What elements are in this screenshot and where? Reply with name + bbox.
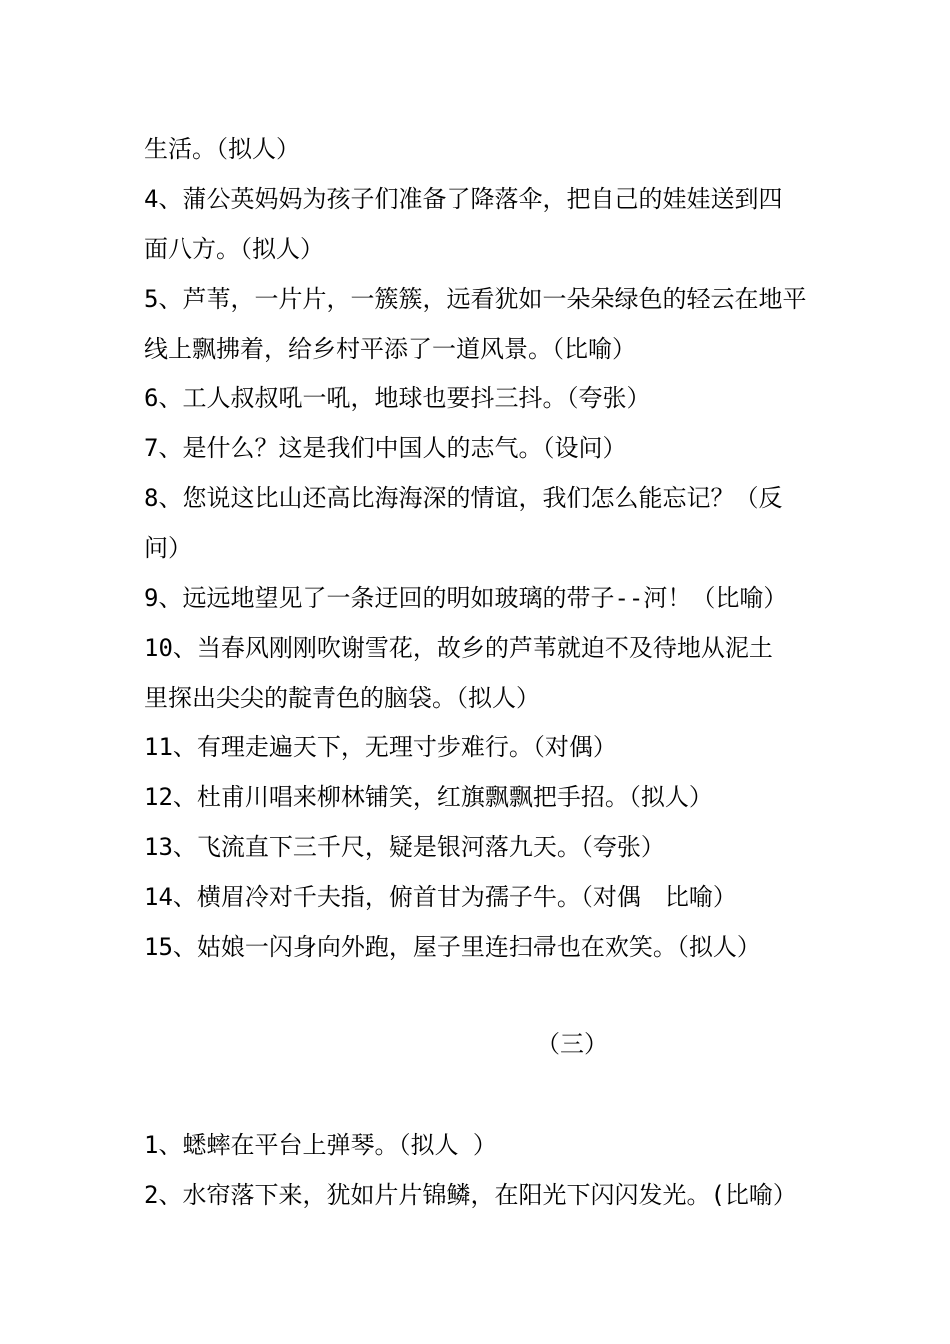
text-line: 1、蟋蟀在平台上弹琴。（拟人 ） — [144, 1131, 497, 1159]
text-line: 12、杜甫川唱来柳林铺笑，红旗飘飘把手招。（拟人） — [144, 783, 713, 811]
text-line: 线上飘拂着，给乡村平添了一道风景。（比喻） — [144, 335, 636, 363]
text-line: 6、工人叔叔吼一吼，地球也要抖三抖。（夸张） — [144, 384, 651, 412]
text-line: 2、水帘落下来，犹如片片锦鳞，在阳光下闪闪发光。(比喻） — [144, 1181, 797, 1209]
section-heading: （三） — [536, 1030, 608, 1058]
text-line: 15、姑娘一闪身向外跑，屋子里连扫帚也在欢笑。（拟人） — [144, 933, 761, 961]
text-line: 13、飞流直下三千尺，疑是银河落九天。（夸张） — [144, 833, 665, 861]
text-line: 面八方。（拟人） — [144, 235, 324, 263]
text-line: 9、远远地望见了一条迂回的明如玻璃的带子--河！（比喻） — [144, 584, 788, 612]
text-line: 8、您说这比山还高比海海深的情谊，我们怎么能忘记？（反 — [144, 484, 783, 512]
text-line: 4、蒲公英妈妈为孩子们准备了降落伞，把自己的娃娃送到四 — [144, 185, 783, 213]
text-line: 14、横眉冷对千夫指，俯首甘为孺子牛。（对偶 比喻） — [144, 883, 737, 911]
text-line: 5、芦苇，一片片，一簇簇，远看犹如一朵朵绿色的轻云在地平 — [144, 285, 807, 313]
text-line: 问） — [144, 534, 192, 562]
text-line: 10、当春风刚刚吹谢雪花，故乡的芦苇就迫不及待地从泥土 — [144, 634, 773, 662]
text-line: 生活。（拟人） — [144, 135, 300, 163]
text-line: 11、有理走遍天下，无理寸步难行。（对偶） — [144, 733, 617, 761]
text-line: 7、是什么？这是我们中国人的志气。（设问） — [144, 434, 627, 462]
text-line: 里探出尖尖的靛青色的脑袋。（拟人） — [144, 684, 540, 712]
